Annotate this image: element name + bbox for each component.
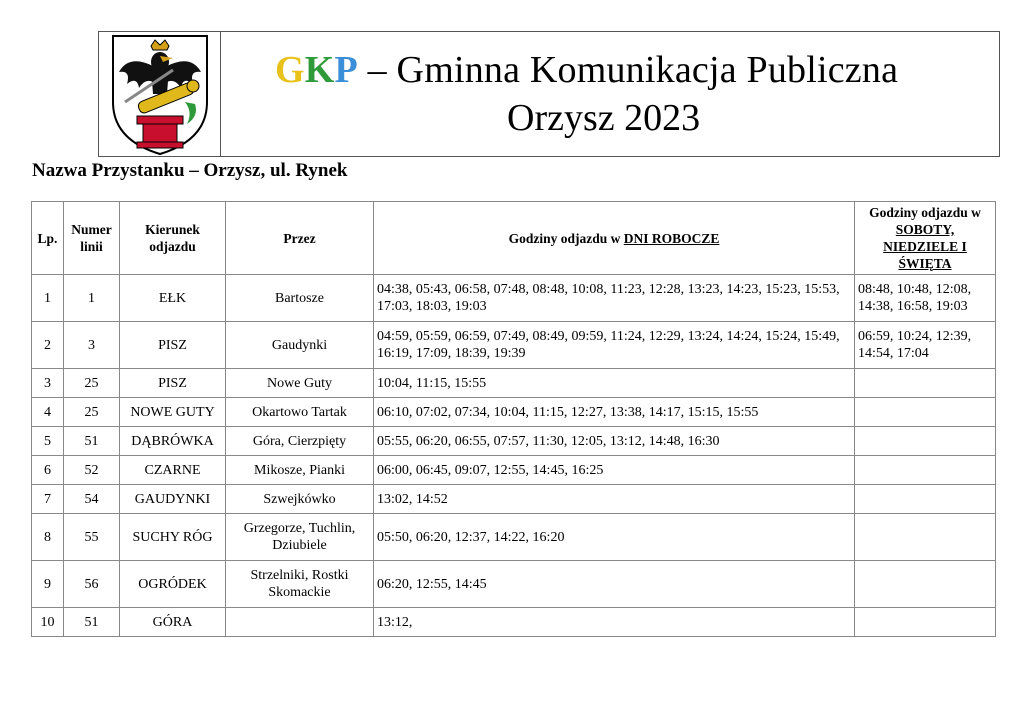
cell-weekday-times: 13:02, 14:52 xyxy=(374,485,855,514)
cell-via: Strzelniki, Rostki Skomackie xyxy=(226,561,374,608)
header-weekday xyxy=(374,202,855,275)
header-lp: Lp. xyxy=(32,202,64,275)
header-line-number: Numer linii xyxy=(64,202,120,275)
cell-line: 54 xyxy=(64,485,120,514)
cell-via: Mikosze, Pianki xyxy=(226,456,374,485)
cell-via: Szwejkówko xyxy=(226,485,374,514)
stop-name: Nazwa Przystanku – Orzysz, ul. Rynek xyxy=(32,160,348,181)
cell-line: 1 xyxy=(64,275,120,322)
cell-direction: CZARNE xyxy=(120,456,226,485)
cell-weekend-times xyxy=(855,369,996,398)
cell-weekend-times xyxy=(855,514,996,561)
cell-lp: 9 xyxy=(32,561,64,608)
cell-via: Okartowo Tartak xyxy=(226,398,374,427)
cell-lp: 10 xyxy=(32,608,64,637)
cell-via xyxy=(226,608,374,637)
cell-direction: SUCHY RÓG xyxy=(120,514,226,561)
cell-weekday-times: 04:59, 05:59, 06:59, 07:49, 08:49, 09:59, 11:24, 12:29, 13:24, 14:24, 15:24, 15:49, 16:19, 17:09, 18:39, 19:39 xyxy=(374,322,855,369)
title-block xyxy=(221,32,999,156)
table-row xyxy=(32,369,996,398)
cell-direction: OGRÓDEK xyxy=(120,561,226,608)
cell-weekend-times xyxy=(855,485,996,514)
brand-letter-p: P xyxy=(334,49,358,91)
header-weekday-prefix: Godziny odjazdu w xyxy=(508,230,624,246)
cell-via: Nowe Guty xyxy=(226,369,374,398)
cell-lp: 2 xyxy=(32,322,64,369)
cell-lp: 6 xyxy=(32,456,64,485)
cell-direction: NOWE GUTY xyxy=(120,398,226,427)
cell-weekday-times: 13:12, xyxy=(374,608,855,637)
header-weekend xyxy=(855,202,996,275)
cell-weekend-times: 08:48, 10:48, 12:08, 14:38, 16:58, 19:03 xyxy=(855,275,996,322)
coat-of-arms-logo xyxy=(99,32,221,156)
title-year: Orzysz 2023 xyxy=(507,97,701,139)
cell-weekend-times: 06:59, 10:24, 12:39, 14:54, 17:04 xyxy=(855,322,996,369)
cell-line: 25 xyxy=(64,369,120,398)
header-via: Przez xyxy=(226,202,374,275)
cell-direction: DĄBRÓWKA xyxy=(120,427,226,456)
cell-weekday-times: 06:20, 12:55, 14:45 xyxy=(374,561,855,608)
brand-logo-text xyxy=(275,49,358,91)
brand-letter-g: G xyxy=(275,49,305,91)
cell-weekend-times xyxy=(855,398,996,427)
cell-weekday-times: 06:10, 07:02, 07:34, 10:04, 11:15, 12:27, 13:38, 14:17, 15:15, 15:55 xyxy=(374,398,855,427)
brand-letter-k: K xyxy=(304,49,335,91)
cell-direction: PISZ xyxy=(120,322,226,369)
cell-weekend-times xyxy=(855,608,996,637)
cell-lp: 3 xyxy=(32,369,64,398)
cell-weekday-times: 10:04, 11:15, 15:55 xyxy=(374,369,855,398)
cell-lp: 1 xyxy=(32,275,64,322)
header-weekday-days: DNI ROBOCZE xyxy=(623,230,720,246)
cell-weekday-times: 05:55, 06:20, 06:55, 07:57, 11:30, 12:05, 13:12, 14:48, 16:30 xyxy=(374,427,855,456)
cell-lp: 8 xyxy=(32,514,64,561)
table-row xyxy=(32,456,996,485)
table-row xyxy=(32,608,996,637)
cell-direction: GÓRA xyxy=(120,608,226,637)
cell-weekday-times: 05:50, 06:20, 12:37, 14:22, 16:20 xyxy=(374,514,855,561)
table-row xyxy=(32,275,996,322)
cell-direction: GAUDYNKI xyxy=(120,485,226,514)
cell-via: Bartosze xyxy=(226,275,374,322)
cell-line: 56 xyxy=(64,561,120,608)
table-row xyxy=(32,427,996,456)
cell-weekend-times xyxy=(855,456,996,485)
cell-line: 3 xyxy=(64,322,120,369)
cell-weekend-times xyxy=(855,427,996,456)
page-title xyxy=(275,48,898,92)
cell-weekday-times: 06:00, 06:45, 09:07, 12:55, 14:45, 16:25 xyxy=(374,456,855,485)
cell-line: 25 xyxy=(64,398,120,427)
table-row xyxy=(32,485,996,514)
cell-line: 52 xyxy=(64,456,120,485)
cell-lp: 5 xyxy=(32,427,64,456)
cell-weekday-times: 04:38, 05:43, 06:58, 07:48, 08:48, 10:08, 11:23, 12:28, 13:23, 14:23, 15:23, 15:53, 17:03, 18:03, 19:03 xyxy=(374,275,855,322)
header-weekend-days: SOBOTY, NIEDZIELE I ŚWIĘTA xyxy=(883,222,967,271)
cell-via: Grzegorze, Tuchlin, Dziubiele xyxy=(226,514,374,561)
header-direction: Kierunek odjazdu xyxy=(120,202,226,275)
cell-line: 51 xyxy=(64,427,120,456)
cell-lp: 4 xyxy=(32,398,64,427)
title-text: – Gminna Komunikacja Publiczna xyxy=(357,49,899,91)
timetable xyxy=(31,201,996,637)
header-box xyxy=(98,31,1000,157)
table-row xyxy=(32,398,996,427)
cell-line: 55 xyxy=(64,514,120,561)
eagle-crest-icon xyxy=(107,32,213,156)
cell-line: 51 xyxy=(64,608,120,637)
table-header-row xyxy=(32,202,996,275)
cell-lp: 7 xyxy=(32,485,64,514)
cell-weekend-times xyxy=(855,561,996,608)
cell-via: Gaudynki xyxy=(226,322,374,369)
cell-direction: EŁK xyxy=(120,275,226,322)
cell-via: Góra, Cierzpięty xyxy=(226,427,374,456)
header-weekend-prefix: Godziny odjazdu w xyxy=(869,205,981,220)
table-row xyxy=(32,561,996,608)
cell-direction: PISZ xyxy=(120,369,226,398)
table-row xyxy=(32,322,996,369)
table-row xyxy=(32,514,996,561)
